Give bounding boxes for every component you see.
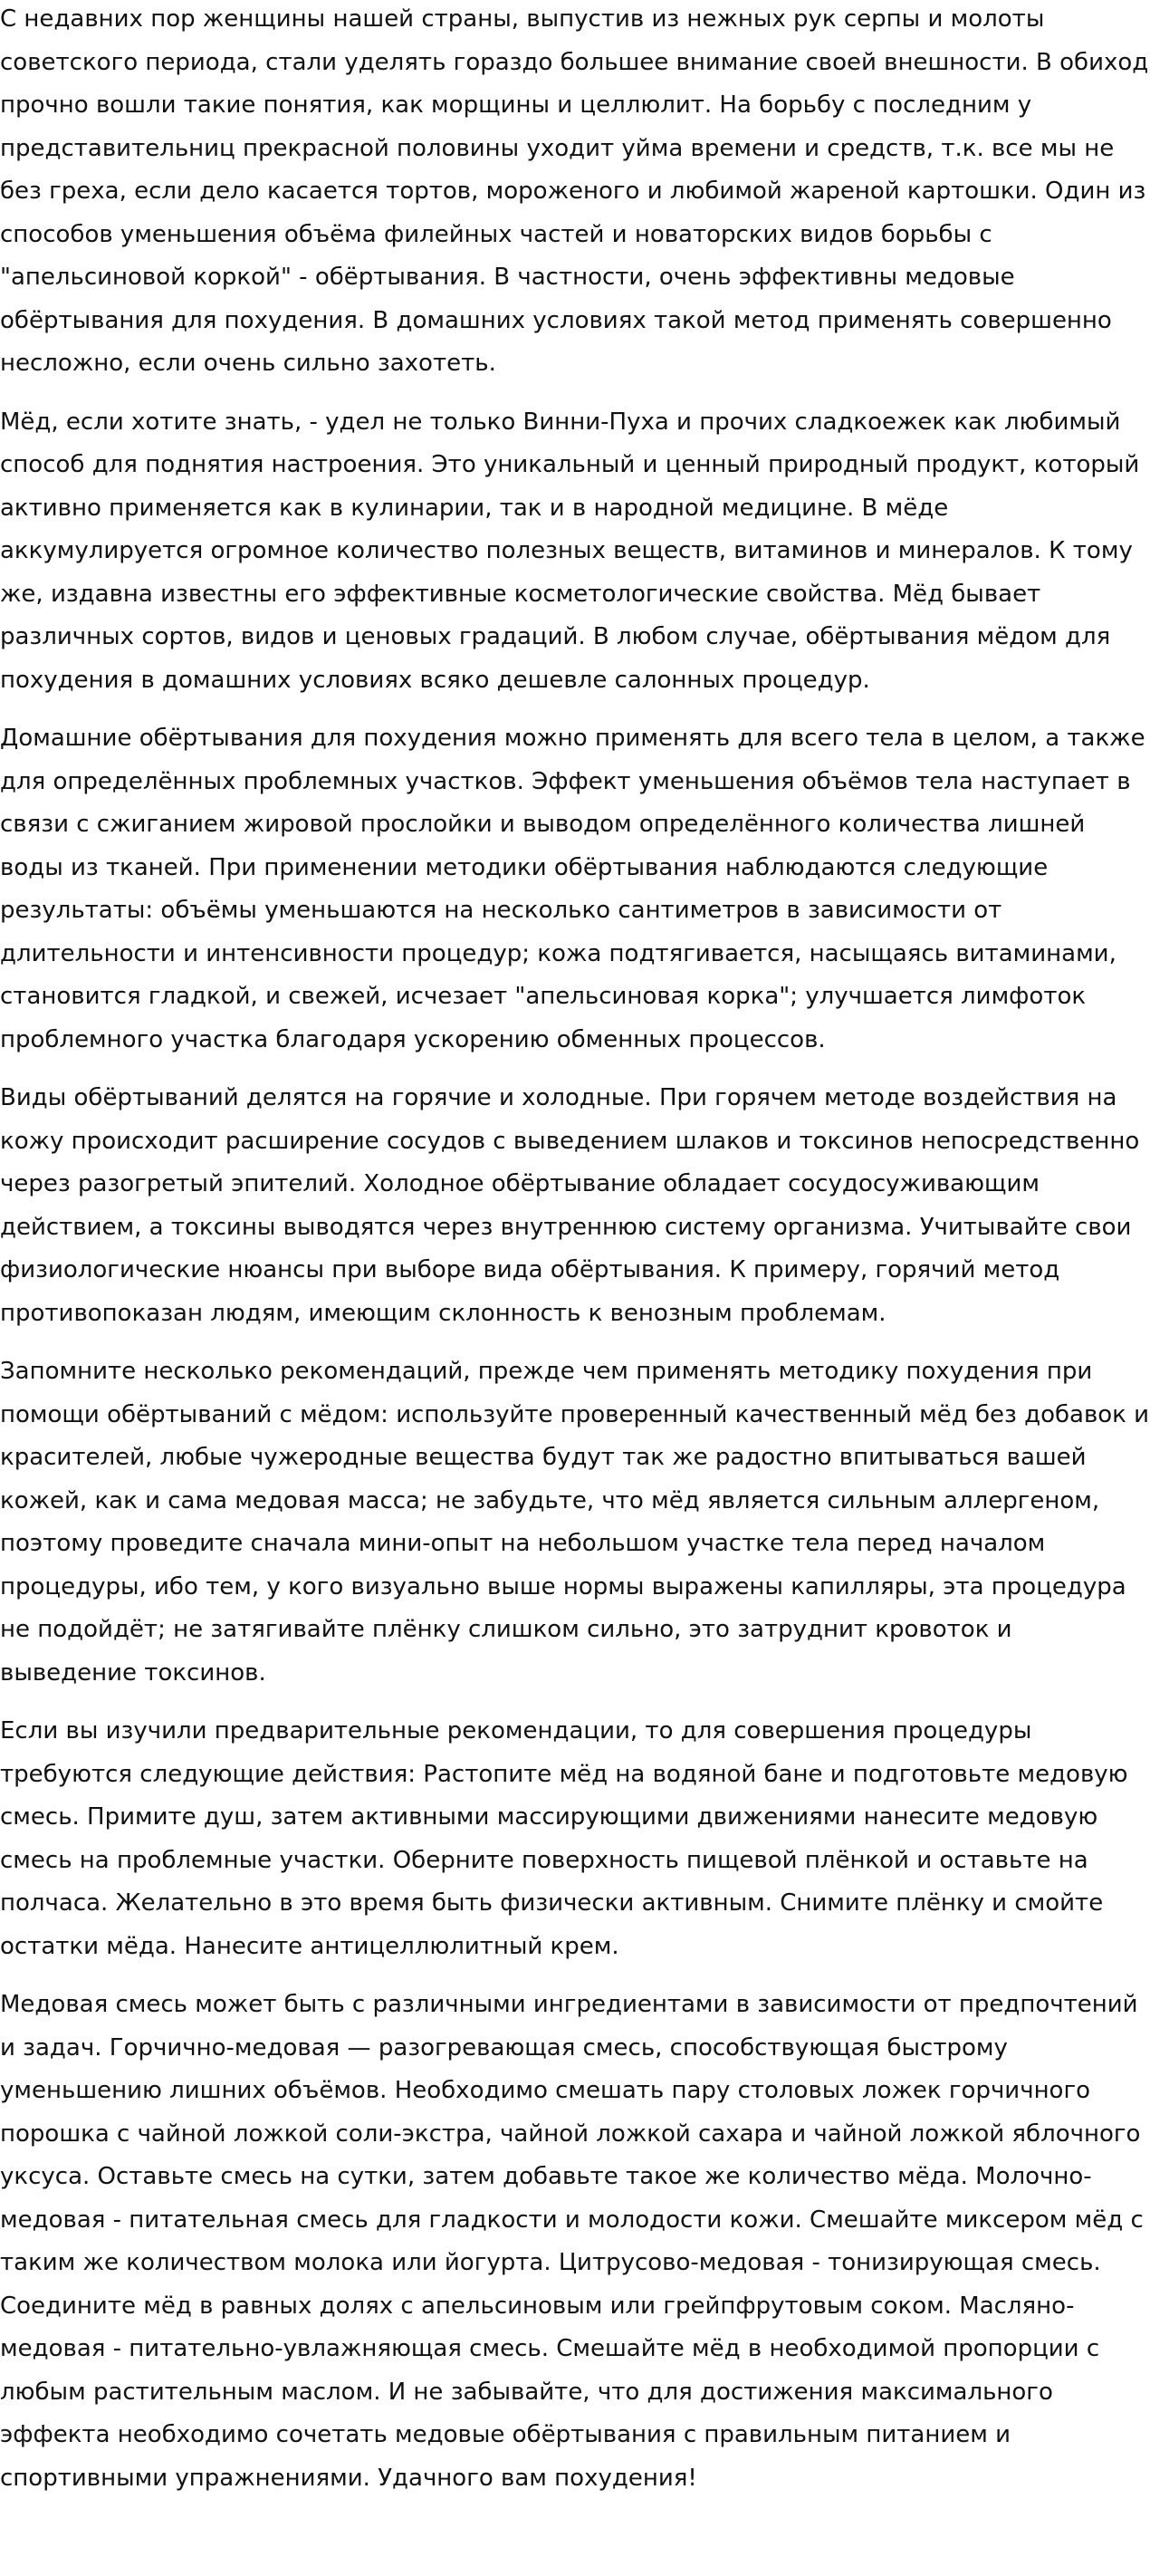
paragraph-honey-mixtures: Медовая смесь может быть с различными ингредиентами в зависимости от предпочтений и задач. Горчично-медовая — разогревающая смесь, способствующая быстрому уменьшению лишних объёмов. Необходимо смешать пару столовых ложек горчичного порошка с чайной ложкой соли-экстра, чайной ложкой сахара и чайной ложкой яблочного уксуса. Оставьте смесь на сутки, затем добавьте такое же количество мёда. Молочно-медовая - питательная смесь для гладкости и молодости кожи. Смешайте миксером мёд с таким же количеством молока или йогурта. Цитрусово-медовая - тонизирующая смесь. Соедините мёд в равных долях с апельсиновым или грейпфрутовым соком. Масляно-медовая - питательно-увлажняющая смесь. Смешайте мёд в необходимой пропорции с любым растительным маслом. И не забывайте, что для достижения максимального эффекта необходимо сочетать медовые обёртывания с правильным питанием и спортивными упражнениями. Удачного вам похудения! <box>0 1991 1144 2492</box>
paragraph-wrap-types: Виды обёртываний делятся на горячие и холодные. При горячем методе воздействия на кожу происходит расширение сосудов с выведением шлаков и токсинов непосредственно через разогретый эпителий. Холодное обёртывание обладает сосудосуживающим действием, а токсины выводятся через внутреннюю систему организма. Учитывайте свои физиологические нюансы при выборе вида обёртывания. К примеру, горячий метод противопоказан людям, имеющим склонность к венозным проблемам. <box>0 1084 1140 1327</box>
paragraph-recommendations: Запомните несколько рекомендаций, прежде чем применять методику похудения при помощи обёртываний с мёдом: используйте проверенный качественный мёд без добавок и красителей, любые чужеродные вещества будут так же радостно впитываться вашей кожей, как и сама медовая масса; не забудьте, что мёд является сильным аллергеном, поэтому проведите сначала мини-опыт на небольшом участке тела перед началом процедуры, ибо тем, у кого визуально выше нормы выражены капилляры, эта процедура не подойдёт; не затягивайте плёнку слишком сильно, это затруднит кровоток и выведение токсинов. <box>0 1358 1150 1687</box>
paragraph-intro: С недавних пор женщины нашей страны, выпустив из нежных рук серпы и молоты советского периода, стали уделять гораздо большее внимание своей внешности. В обиход прочно вошли такие понятия, как морщины и целлюлит. На борьбу с последним у представительниц прекрасной половины уходит уйма времени и средств, т.к. все мы не без греха, если дело касается тортов, мороженого и любимой жареной картошки. Один из способов уменьшения объёма филейных частей и новаторских видов борьбы с "апельсиновой коркой" - обёртывания. В частности, очень эффективны медовые обёртывания для похудения. В домашних условиях такой метод применять совершенно несложно, если очень сильно захотеть. <box>0 5 1149 377</box>
paragraph-procedure-steps: Если вы изучили предварительные рекомендации, то для совершения процедуры требуются следующие действия: Растопите мёд на водяной бане и подготовьте медовую смесь. Примите душ, затем активными массирующими движениями нанесите медовую смесь на проблемные участки. Оберните поверхность пищевой плёнкой и оставьте на полчаса. Желательно в это время быть физически активным. Снимите плёнку и смойте остатки мёда. Нанесите антицеллюлитный крем. <box>0 1717 1128 1960</box>
paragraph-wrap-effects: Домашние обёртывания для похудения можно применять для всего тела в целом, а также для определённых проблемных участков. Эффект уменьшения объёмов тела наступает в связи с сжиганием жировой прослойки и выводом определённого количества лишней воды из тканей. При применении методики обёртывания наблюдаются следующие результаты: объёмы уменьшаются на несколько сантиметров в зависимости от длительности и интенсивности процедур; кожа подтягивается, насыщаясь витаминами, становится гладкой, и свежей, исчезает "апельсиновая корка"; улучшается лимфоток проблемного участка благодаря ускорению обменных процессов. <box>0 725 1145 1053</box>
paragraph-honey-properties: Мёд, если хотите знать, - удел не только Винни-Пуха и прочих сладкоежек как любимый способ для поднятия настроения. Это уникальный и ценный природный продукт, который активно применяется как в кулинарии, так и в народной медицине. В мёде аккумулируется огромное количество полезных веществ, витаминов и минералов. К тому же, издавна известны его эффективные косметологические свойства. Мёд бывает различных сортов, видов и ценовых градаций. В любом случае, обёртывания мёдом для похудения в домашних условиях всяко дешевле салонных процедур. <box>0 408 1140 694</box>
